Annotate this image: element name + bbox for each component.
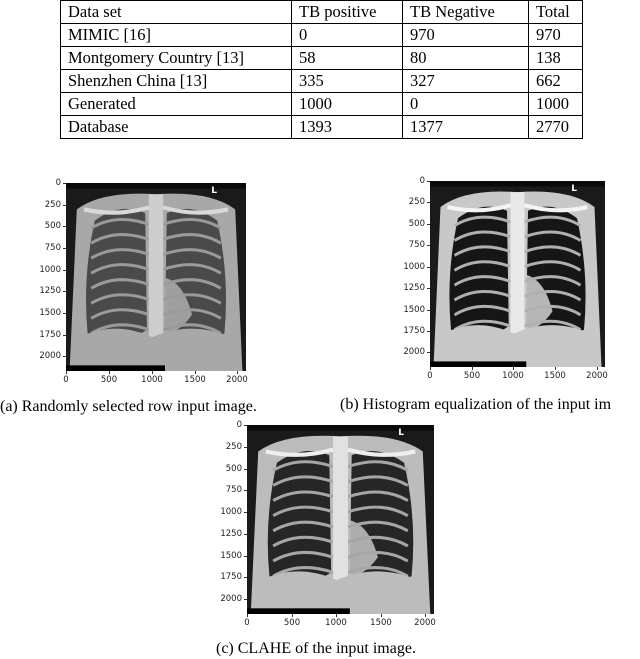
table-cell: 662 (529, 70, 583, 93)
caption-a: (a) Randomly selected row input image. (0, 398, 257, 415)
dataset-table (60, 0, 583, 139)
side-marker: L (398, 428, 404, 438)
x-tick-label: 1000 (141, 375, 163, 385)
table-cell: 0 (292, 24, 403, 47)
table-cell: Shenzhen China [13] (61, 70, 292, 93)
table-cell: Generated (61, 93, 292, 116)
y-tick-label: 1750 (39, 330, 61, 340)
y-tick-label: 1250 (403, 283, 425, 293)
y-tick-mark (63, 291, 66, 292)
header-tb-positive: TB positive (292, 1, 403, 24)
x-tick-label: 1500 (184, 375, 206, 385)
y-tick-mark (244, 577, 247, 578)
x-tick-label: 1000 (325, 618, 347, 628)
side-marker: L (211, 186, 217, 196)
table-cell: Montgomery Country [13] (61, 47, 292, 70)
y-tick-mark (63, 205, 66, 206)
y-tick-label: 1000 (220, 507, 242, 517)
y-tick-label: 1250 (39, 286, 61, 296)
y-tick-mark (244, 425, 247, 426)
y-tick-mark (244, 599, 247, 600)
x-tick-mark (425, 614, 426, 617)
y-tick-mark (427, 267, 430, 268)
y-tick-mark (427, 288, 430, 289)
y-tick-mark (244, 512, 247, 513)
x-tick-label: 2000 (586, 371, 608, 381)
y-tick-mark (63, 226, 66, 227)
x-tick-mark (109, 371, 110, 374)
x-tick-label: 2000 (414, 618, 436, 628)
x-tick-mark (152, 371, 153, 374)
y-tick-mark (427, 310, 430, 311)
y-tick-label: 500 (408, 219, 425, 229)
y-tick-mark (427, 245, 430, 246)
table-cell: 2770 (529, 116, 583, 139)
header-total: Total (529, 1, 583, 24)
table-cell: 80 (403, 47, 529, 70)
x-tick-mark (555, 367, 556, 370)
y-tick-mark (427, 352, 430, 353)
y-tick-label: 1000 (403, 262, 425, 272)
table-header-row (61, 1, 583, 24)
y-tick-label: 250 (225, 442, 242, 452)
y-tick-mark (63, 356, 66, 357)
y-tick-mark (244, 556, 247, 557)
y-tick-label: 1750 (220, 572, 242, 582)
x-tick-label: 0 (427, 371, 433, 381)
table-cell: 970 (529, 24, 583, 47)
table-cell: MIMIC [16] (61, 24, 292, 47)
table-cell: 1000 (529, 93, 583, 116)
y-tick-label: 1500 (403, 305, 425, 315)
y-tick-label: 750 (44, 243, 61, 253)
y-tick-label: 250 (408, 197, 425, 207)
x-tick-label: 500 (100, 375, 118, 385)
y-tick-label: 1750 (403, 326, 425, 336)
table-cell: 1377 (403, 116, 529, 139)
x-tick-label: 0 (63, 375, 69, 385)
y-tick-mark (63, 248, 66, 249)
xray-image (430, 181, 605, 367)
y-tick-mark (63, 313, 66, 314)
y-tick-mark (427, 331, 430, 332)
xray-panel (66, 183, 246, 371)
y-tick-mark (244, 469, 247, 470)
table-cell: Database (61, 116, 292, 139)
table-cell: 335 (292, 70, 403, 93)
x-tick-mark (66, 371, 67, 374)
caption-c: (c) CLAHE of the input image. (216, 640, 416, 657)
x-tick-mark (247, 614, 248, 617)
y-tick-mark (244, 534, 247, 535)
x-tick-mark (513, 367, 514, 370)
y-tick-mark (63, 270, 66, 271)
x-tick-label: 2000 (226, 375, 248, 385)
y-tick-mark (427, 181, 430, 182)
x-tick-label: 1500 (544, 371, 566, 381)
y-tick-mark (63, 335, 66, 336)
x-tick-label: 500 (463, 371, 481, 381)
table-row (61, 70, 583, 93)
table-row (61, 24, 583, 47)
table-cell: 970 (403, 24, 529, 47)
x-tick-mark (195, 371, 196, 374)
y-tick-label: 500 (225, 464, 242, 474)
x-tick-mark (292, 614, 293, 617)
x-tick-mark (237, 371, 238, 374)
table-cell: 327 (403, 70, 529, 93)
table-row (61, 47, 583, 70)
x-tick-label: 500 (283, 618, 301, 628)
xray-image (66, 183, 246, 371)
y-tick-mark (244, 447, 247, 448)
xray-panel (247, 425, 434, 614)
y-tick-label: 2000 (403, 347, 425, 357)
header-dataset: Data set (61, 1, 292, 24)
table-cell: 138 (529, 47, 583, 70)
y-tick-label: 0 (236, 420, 242, 430)
table-row (61, 116, 583, 139)
y-tick-label: 0 (419, 176, 425, 186)
y-tick-label: 2000 (39, 351, 61, 361)
y-tick-mark (244, 490, 247, 491)
y-tick-label: 750 (408, 240, 425, 250)
y-tick-label: 500 (44, 221, 61, 231)
table-cell: 1000 (292, 93, 403, 116)
y-tick-mark (427, 224, 430, 225)
xray-image (247, 425, 434, 614)
y-tick-label: 2000 (220, 594, 242, 604)
y-tick-label: 0 (55, 178, 61, 188)
table-cell: 1393 (292, 116, 403, 139)
header-tb-negative: TB Negative (403, 1, 529, 24)
x-tick-mark (336, 614, 337, 617)
x-tick-mark (472, 367, 473, 370)
y-tick-mark (427, 202, 430, 203)
x-tick-mark (430, 367, 431, 370)
xray-panel (430, 181, 605, 367)
y-tick-label: 250 (44, 200, 61, 210)
x-tick-label: 1000 (502, 371, 524, 381)
y-tick-mark (63, 183, 66, 184)
table-row (61, 93, 583, 116)
x-tick-label: 0 (244, 618, 250, 628)
y-tick-label: 1500 (220, 551, 242, 561)
table-cell: 0 (403, 93, 529, 116)
side-marker: L (571, 184, 577, 194)
y-tick-label: 1250 (220, 529, 242, 539)
table-cell: 58 (292, 47, 403, 70)
y-tick-label: 1000 (39, 265, 61, 275)
caption-b: (b) Histogram equalization of the input im (340, 396, 612, 413)
x-tick-mark (381, 614, 382, 617)
x-tick-label: 1500 (370, 618, 392, 628)
x-tick-mark (597, 367, 598, 370)
y-tick-label: 1500 (39, 308, 61, 318)
y-tick-label: 750 (225, 485, 242, 495)
